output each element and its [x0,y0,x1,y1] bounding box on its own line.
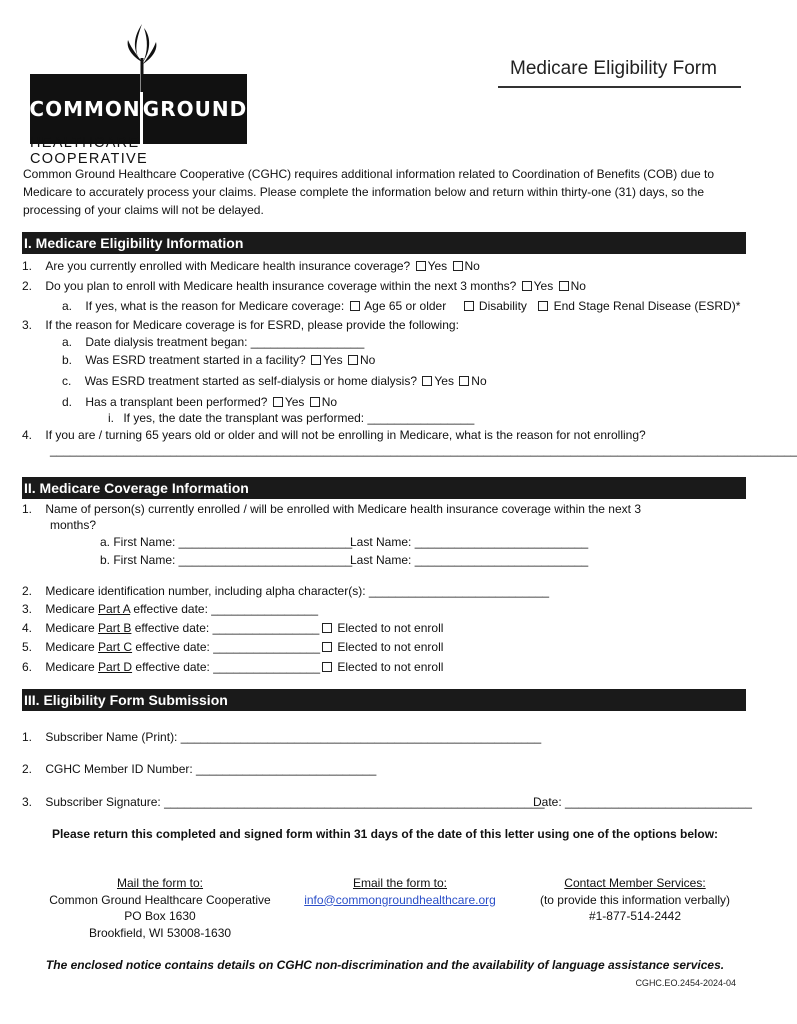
s1-q3b-no-checkbox[interactable] [348,355,358,365]
mail-column [40,875,280,941]
s1-q3c-letter: c. [62,374,72,388]
s1-q1-no-checkbox[interactable] [453,261,463,271]
s1-q2-no-label: No [570,279,586,293]
s3-q1 [22,730,541,745]
s2-q6-pre: Medicare [45,660,99,674]
part-a-date-field[interactable]: effective date: ________________ [130,602,319,616]
s1-q2a-letter: a. [62,299,73,313]
signature-date-field[interactable]: Date: ____________________________ [533,795,752,809]
return-instructions: Please return this completed and signed form within 31 days of the date of this letter using one of the options below: [51,827,719,841]
logo-subtitle: HEALTHCARE COOPERATIVE [30,135,148,167]
age-65-label: Age 65 or older [364,299,447,313]
s2-q4 [22,621,319,636]
contact-line-1: (to provide this information verbally) [539,892,731,907]
s1-q3a-letter: a. [62,335,73,349]
s2-q5-num: 5. [22,640,33,654]
s2-q4-num: 4. [22,621,33,635]
s2-q5-pre: Medicare [45,640,99,654]
email-link[interactable]: info@commongroundhealthcare.org [304,892,496,907]
email-heading: Email the form to: [352,876,448,890]
part-c-date-field[interactable]: effective date: ________________ [132,640,321,654]
s1-q3a-text[interactable]: Date dialysis treatment began: _________________ [85,335,365,349]
s1-q2a-text: If yes, what is the reason for Medicare coverage: [85,299,345,313]
s3-q3-num: 3. [22,795,33,809]
s2-q2 [22,584,549,599]
s2-q6 [22,660,320,675]
s1-q3b-letter: b. [62,353,73,367]
part-c-not-enroll-checkbox[interactable] [322,642,332,652]
part-b-not-enroll-label: Elected to not enroll [337,621,444,635]
contact-column [520,875,750,925]
s1-q3d [62,395,337,410]
logo-word-common: COMMON [30,74,140,144]
intro-paragraph: Common Ground Healthcare Cooperative (CGHC) requires additional information related to Coordination of Benefits (COB) due to Medicare to accurately process your claims. Please complete the information below and return within thirty-one (31) days, so the processing of your claims will not be delayed. [23,167,715,217]
s1-q1-yes-checkbox[interactable] [416,261,426,271]
s2-q3-pre: Medicare [45,602,99,616]
s1-q3di-letter: i. [108,411,114,425]
subscriber-name-field[interactable]: Subscriber Name (Print): ______________________________________________________ [45,730,542,744]
s2-q3 [22,602,318,617]
member-id-field[interactable]: CGHC Member ID Number: ___________________________ [45,762,377,776]
s1-q3d-no-label: No [321,395,338,409]
s1-q1 [22,259,480,274]
part-b-opt [320,621,443,636]
s1-q2-yes-label: Yes [533,279,554,293]
s1-q3d-letter: d. [62,395,73,409]
section-1-heading: I. Medicare Eligibility Information [22,232,746,254]
logo-word-ground: GROUND [143,74,247,144]
subscriber-signature-field[interactable]: Subscriber Signature: _________________________________________________________ [45,795,545,809]
contact-phone: #1-877-514-2442 [588,909,682,923]
part-d-opt [320,660,443,675]
last-name-b-field[interactable]: Last Name: __________________________ [350,553,589,567]
s1-q3-num: 3. [22,318,33,332]
s2-q1-text: Name of person(s) currently enrolled / will be enrolled with Medicare health insurance coverage within the next 3 [45,502,641,516]
part-c-label: Part C [98,640,133,654]
part-b-not-enroll-checkbox[interactable] [322,623,332,633]
section-2-heading: II. Medicare Coverage Information [22,477,746,499]
s1-q3di [108,411,474,426]
email-column [290,875,510,908]
s3-q2 [22,762,376,777]
disability-label: Disability [478,299,527,313]
s1-q4-text: If you are / turning 65 years old or older and will not be enrolling in Medicare, what is the reason for not enrolling? [45,428,646,442]
s1-q3b-yes-checkbox[interactable] [311,355,321,365]
s1-q2-yes-checkbox[interactable] [522,281,532,291]
s1-q4-answer-line[interactable]: ________________________________________________________________________________________________________________ [50,443,797,457]
title-rule [498,86,741,88]
s1-q3b [62,353,375,368]
s1-q4-num: 4. [22,428,33,442]
s1-q1-num: 1. [22,259,33,273]
mail-line-2: PO Box 1630 [124,909,196,923]
first-name-a-field[interactable]: a. First Name: __________________________ [100,535,353,549]
s1-q3c-no-checkbox[interactable] [459,376,469,386]
s1-q1-no-label: No [464,259,480,273]
esrd-label: End Stage Renal Disease (ESRD)* [553,299,741,313]
s1-q3 [22,318,459,333]
s2-q3-num: 3. [22,602,33,616]
s1-q3a [62,335,364,350]
part-c-not-enroll-label: Elected to not enroll [337,640,444,654]
s1-q3d-text: Has a transplant been performed? [85,395,268,409]
mail-line-1: Common Ground Healthcare Cooperative [49,892,271,907]
s1-q1-text: Are you currently enrolled with Medicare health insurance coverage? [45,259,411,273]
s1-q3c-text: Was ESRD treatment started as self-dialysis or home dialysis? [84,374,418,388]
s1-q1-yes-label: Yes [427,259,448,273]
s1-q3b-yes-label: Yes [323,353,343,367]
s2-q1-text2: months? [50,518,97,532]
s3-q3 [22,795,545,810]
part-d-not-enroll-label: Elected to not enroll [337,660,444,674]
esrd-checkbox[interactable] [538,301,548,311]
s1-q3c-yes-label: Yes [434,374,454,388]
s1-q2-num: 2. [22,279,33,293]
mail-heading: Mail the form to: [116,876,204,890]
s1-q2 [22,279,586,294]
part-d-date-field[interactable]: effective date: ________________ [132,660,321,674]
s2-q1 [22,502,641,517]
cghc-logo [29,22,250,167]
s1-q3d-no-checkbox[interactable] [310,397,320,407]
part-b-label: Part B [98,621,132,635]
s1-q2a [62,299,740,314]
s2-q1-num: 1. [22,502,33,516]
s1-q3c [62,374,487,389]
s2-q2-num: 2. [22,584,33,598]
footer-notice: The enclosed notice contains details on CGHC non-discrimination and the availability of language assistance services. [45,958,725,972]
s1-q3di-text[interactable]: If yes, the date the transplant was performed: ________________ [123,411,475,425]
section-3-heading: III. Eligibility Form Submission [22,689,746,711]
first-name-b-field[interactable]: b. First Name: __________________________ [100,553,353,567]
s1-q2-no-checkbox[interactable] [559,281,569,291]
s1-q2-text: Do you plan to enroll with Medicare health insurance coverage within the next 3 months? [45,279,517,293]
part-d-label: Part D [98,660,133,674]
s1-q3b-text: Was ESRD treatment started in a facility? [85,353,306,367]
s1-q3d-yes-label: Yes [284,395,305,409]
s2-q5 [22,640,320,655]
s1-q3b-no-label: No [359,353,376,367]
age-65-checkbox[interactable] [350,301,360,311]
part-d-not-enroll-checkbox[interactable] [322,662,332,672]
s1-q3d-yes-checkbox[interactable] [273,397,283,407]
contact-heading: Contact Member Services: [564,876,706,890]
disability-checkbox[interactable] [464,301,474,311]
s2-q4-pre: Medicare [45,621,99,635]
part-a-label: Part A [98,602,131,616]
s3-q1-num: 1. [22,730,33,744]
last-name-a-field[interactable]: Last Name: __________________________ [350,535,589,549]
form-title: Medicare Eligibility Form [510,58,717,79]
part-c-opt [320,640,443,655]
s1-q3-text: If the reason for Medicare coverage is for ESRD, please provide the following: [45,318,459,332]
s1-q3c-yes-checkbox[interactable] [422,376,432,386]
mail-line-3: Brookfield, WI 53008-1630 [88,925,232,940]
s2-q6-num: 6. [22,660,33,674]
s1-q3c-no-label: No [471,374,487,388]
part-b-date-field[interactable]: effective date: ________________ [131,621,320,635]
s1-q4 [22,428,646,443]
s3-q2-num: 2. [22,762,33,776]
medicare-id-field[interactable]: Medicare identification number, including alpha character(s): ___________________________ [45,584,550,598]
form-id: CGHC.EO.2454-2024-04 [635,978,736,988]
